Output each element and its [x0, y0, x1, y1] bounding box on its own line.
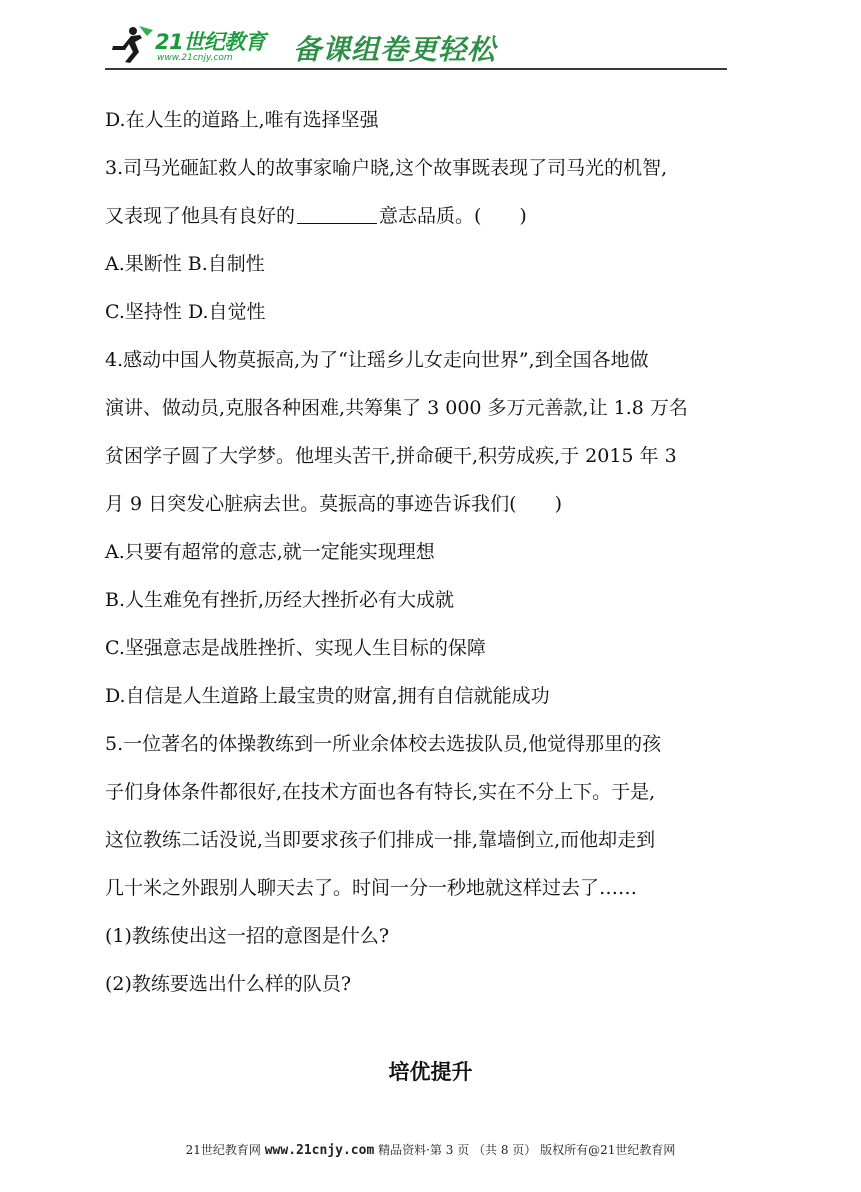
question-5-line: 子们身体条件都很好,在技术方面也各有特长,实在不分上下。于是, [105, 781, 656, 803]
fill-blank [297, 203, 377, 224]
question-5-line: 几十米之外跟别人聊天去了。时间一分一秒地就这样过去了…… [105, 877, 638, 899]
footer-site: 21世纪教育网 [185, 1143, 261, 1157]
running-man-logo-icon [109, 24, 155, 64]
question-4-line: 4.感动中国人物莫振高,为了“让瑶乡儿女走向世界”,到全国各地做 [105, 349, 649, 371]
sub-question: (1)教练使出这一招的意图是什么? [105, 925, 390, 947]
header-slogan: 备课组卷更轻松 [293, 33, 497, 66]
section-title: 培优提升 [388, 1060, 473, 1084]
question-4-line: 演讲、做动员,克服各种困难,共筹集了 3 000 多万元善款,让 1.8 万名 [105, 397, 688, 419]
question-3-text: 意志品质。( ) [379, 205, 527, 227]
footer-info: 精品资料·第 3 页 （共 8 页） 版权所有@21世纪教育网 [378, 1143, 676, 1157]
option-line: A.果断性 B.自制性 [105, 253, 265, 275]
option-line: C.坚强意志是战胜挫折、实现人生目标的保障 [105, 637, 486, 659]
document-body [105, 96, 765, 1008]
option-line: D.自信是人生道路上最宝贵的财富,拥有自信就能成功 [105, 685, 550, 707]
question-3-line: 3.司马光砸缸救人的故事家喻户晓,这个故事既表现了司马光的机智, [105, 157, 668, 179]
question-3-line [105, 192, 765, 240]
page-footer [0, 1141, 861, 1158]
sub-question: (2)教练要选出什么样的队员? [105, 973, 352, 995]
question-3-text: 又表现了他具有良好的 [105, 205, 296, 227]
option-line: B.人生难免有挫折,历经大挫折必有大成就 [105, 589, 455, 611]
logo-url: www.21cnjy.com [157, 53, 233, 63]
header-rule [105, 68, 727, 70]
option-line: D.在人生的道路上,唯有选择坚强 [105, 109, 379, 131]
question-4-line: 月 9 日突发心脏病去世。莫振高的事迹告诉我们( ) [105, 493, 562, 515]
logo-name: 21世纪教育 [155, 30, 266, 54]
page-header [105, 22, 727, 70]
question-5-line: 这位教练二话没说,当即要求孩子们排成一排,靠墙倒立,而他却走到 [105, 829, 656, 851]
question-4-line: 贫困学子圆了大学梦。他埋头苦干,拼命硬干,积劳成疾,于 2015 年 3 [105, 445, 677, 467]
option-line: A.只要有超常的意志,就一定能实现理想 [105, 541, 435, 563]
footer-url[interactable]: www.21cnjy.com [264, 1143, 375, 1158]
question-5-line: 5.一位著名的体操教练到一所业余体校去选拔队员,他觉得那里的孩 [105, 733, 662, 755]
option-line: C.坚持性 D.自觉性 [105, 301, 266, 323]
